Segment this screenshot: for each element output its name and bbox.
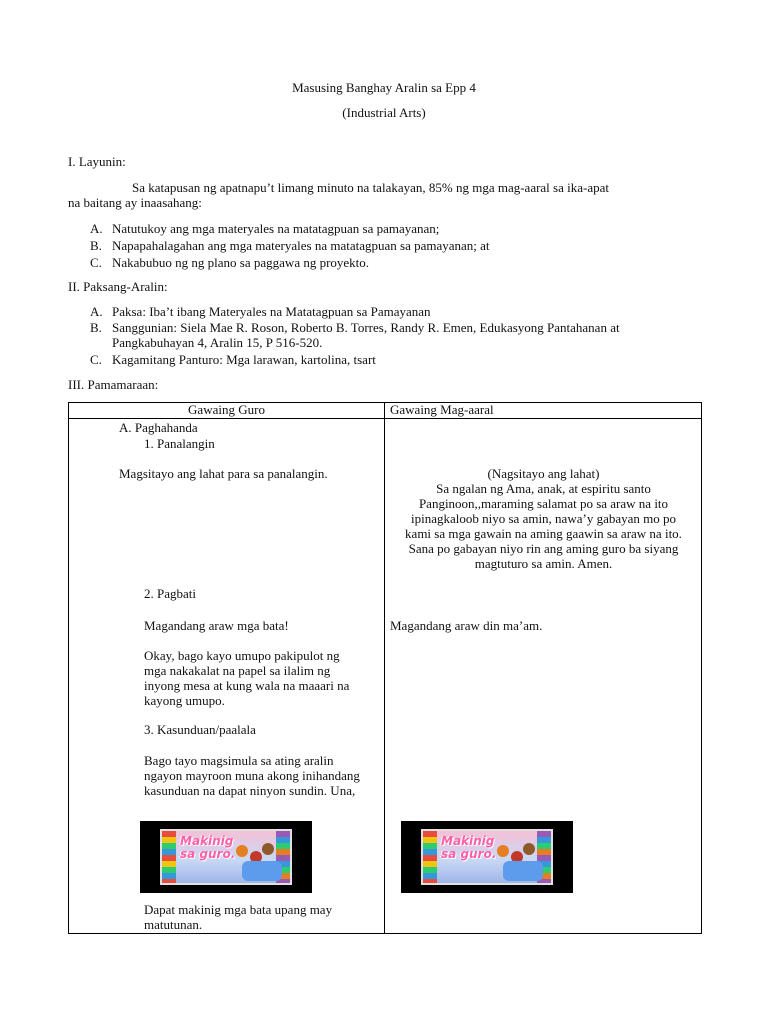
prayer-text: Sa ngalan ng Ama, anak, at espiritu santo Panginoon,,maraming salamat po sa araw na ito ipinagkaloob niyo sa amin, nawa’y gabayan mo po kami sa mga gawain na aming gaawin sa araw na ito. Sana po gabayan niyo rin ang aming guro ba siyang magtuturo sa amin. Amen. xyxy=(405,481,682,571)
table-row xyxy=(69,419,702,934)
list-item xyxy=(90,352,695,368)
list-marker: A. xyxy=(90,304,103,319)
list-item-text: Sanggunian: Siela Mae R. Roson, Roberto B. Torres, Randy R. Emen, Edukasyong Pantahanan at Pangkabuhayan 4, Aralin 15, P 516-520. xyxy=(112,320,620,350)
nagsitayo-text: (Nagsitayo ang lahat) xyxy=(487,466,600,481)
pagbati-text: Magandang araw mga bata! xyxy=(144,618,289,633)
image-caption: Makinig sa guro. xyxy=(441,834,497,861)
list-marker: B. xyxy=(90,320,102,335)
okay-instruction-text: Okay, bago kayo umupo pakipulot ng mga nakakalat na papel sa ilalim ng inyong mesa at kung wala na maaari na kayong umupo. xyxy=(144,648,350,708)
list-item xyxy=(90,221,710,238)
pagbati-reply-text: Magandang araw din ma’am. xyxy=(390,618,543,633)
list-item-text: Paksa: Iba’t ibang Materyales na Matatagpuan sa Pamayanan xyxy=(112,304,431,319)
list-marker: A. xyxy=(90,221,103,236)
document-title: Masusing Banghay Aralin sa Epp 4 xyxy=(292,80,476,95)
list-item-text: Napapahalagahan ang mga materyales na matatagpuan sa pamayanan; at xyxy=(112,238,490,253)
child-figure-icon xyxy=(523,843,535,855)
magaaral-cell xyxy=(385,419,702,934)
pamamaraan-heading: III. Pamamaraan: xyxy=(68,377,159,392)
makinig-sa-guro-image xyxy=(401,821,573,893)
image-caption: Makinig sa guro. xyxy=(180,834,236,861)
paksang-aralin-list xyxy=(90,304,695,368)
list-item xyxy=(90,238,710,255)
child-figure-icon xyxy=(497,845,509,857)
list-marker: C. xyxy=(90,255,102,270)
list-item xyxy=(90,304,695,320)
panalangin-subheading: 1. Panalangin xyxy=(144,436,215,451)
children-group-icon xyxy=(503,861,543,881)
child-figure-icon xyxy=(236,845,248,857)
layunin-list xyxy=(90,221,710,272)
children-group-icon xyxy=(242,861,282,881)
list-item-text: Kagamitang Panturo: Mga larawan, kartolina, tsart xyxy=(112,352,376,367)
table-header-row xyxy=(69,403,702,419)
pagbati-subheading: 2. Pagbati xyxy=(144,586,196,601)
list-item-text: Nakabubuo ng ng plano sa paggawa ng proyekto. xyxy=(112,255,370,270)
layunin-heading: I. Layunin: xyxy=(68,154,126,169)
layunin-intro-line1: Sa katapusan ng apatnapu’t limang minuto na talakayan, 85% ng mga mag-aaral sa ika-apat xyxy=(132,180,609,195)
dapat-makinig-text: Dapat makinig mga bata upang may matutunan. xyxy=(144,902,333,932)
column-header-guro: Gawaing Guro xyxy=(69,403,385,419)
makinig-sa-guro-image xyxy=(140,821,312,893)
guro-cell xyxy=(69,419,385,934)
panalangin-text: Magsitayo ang lahat para sa panalangin. xyxy=(119,466,328,481)
kasunduan-subheading: 3. Kasunduan/paalala xyxy=(144,722,256,737)
child-figure-icon xyxy=(262,843,274,855)
pamamaraan-table xyxy=(68,402,702,934)
paghahanda-heading: A. Paghahanda xyxy=(119,420,198,435)
paksang-aralin-heading: II. Paksang-Aralin: xyxy=(68,279,168,294)
list-item-text: Natutukoy ang mga materyales na matatagpuan sa pamayanan; xyxy=(112,221,440,236)
list-item xyxy=(90,255,710,272)
document-subtitle: (Industrial Arts) xyxy=(342,105,426,120)
list-item xyxy=(90,320,695,352)
column-header-magaaral: Gawaing Mag-aaral xyxy=(385,403,702,419)
list-marker: C. xyxy=(90,352,102,367)
layunin-intro-line2: na baitang ay inaasahang: xyxy=(68,195,202,210)
kasunduan-text: Bago tayo magsimula sa ating aralin ngayon mayroon muna akong inihandang kasunduan na dapat ninyon sundin. Una, xyxy=(144,753,360,798)
list-marker: B. xyxy=(90,238,102,253)
